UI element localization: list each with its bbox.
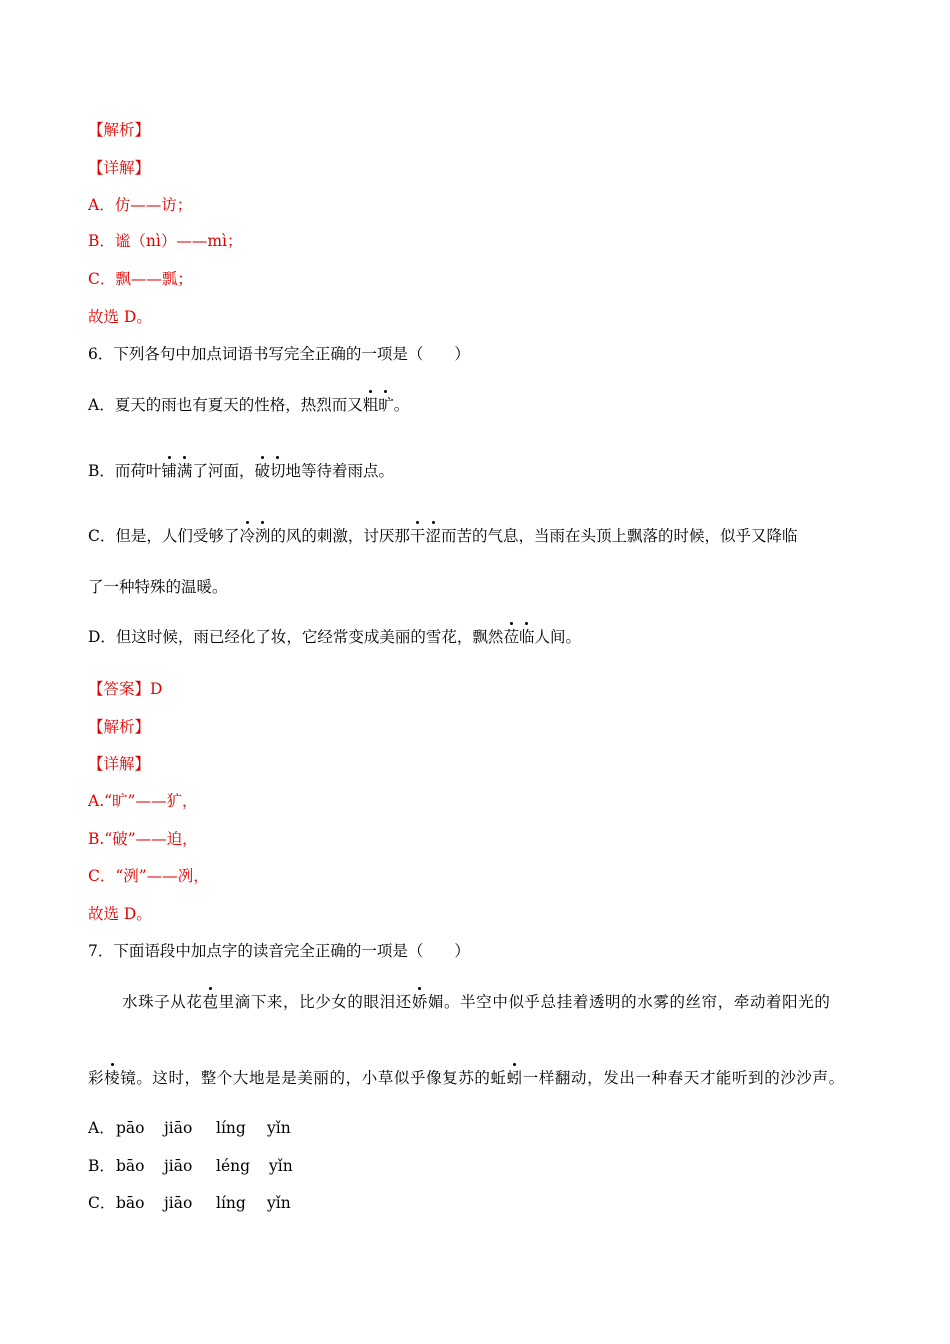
text-segment: jiāo <box>164 1157 193 1175</box>
answer-line: 【答案】D <box>88 680 163 698</box>
detail-heading: 【详解】 <box>88 755 151 773</box>
conclusion: 故选 D。 <box>88 308 152 326</box>
text-segment: líng <box>216 1194 246 1212</box>
detail-item-a: A．仿——访； <box>88 196 193 214</box>
text-segment: jiāo <box>164 1119 193 1137</box>
text-segment: C． <box>88 1194 116 1212</box>
text-segment: yǐn <box>267 1119 291 1137</box>
text-segment: yǐn <box>267 1194 291 1212</box>
question-7-option-a <box>88 1117 291 1139</box>
text-segment: A．夏天的雨也有夏天的性格，热烈而又 <box>88 396 363 414</box>
text-segment: bāo <box>116 1157 145 1175</box>
question-6-option-b <box>88 460 394 482</box>
dotted-char: 娇 <box>411 993 428 1011</box>
dotted-char: 莅 <box>503 628 519 646</box>
dotted-char: 粗 <box>362 396 379 414</box>
detail-heading: 【详解】 <box>88 159 151 177</box>
dotted-char: 破 <box>254 462 270 480</box>
dotted-char: 蚓 <box>506 1069 523 1087</box>
conclusion: 故选 D。 <box>88 905 152 923</box>
text-segment: yǐn <box>269 1157 293 1175</box>
text-segment: pāo <box>116 1119 145 1137</box>
dotted-char: 洌 <box>254 527 271 545</box>
text-segment: 了河面， <box>192 462 255 480</box>
question-6-stem: 6．下列各句中加点词语书写完全正确的一项是（ ） <box>88 345 470 363</box>
text-segment: 里滴下来，比少女的眼泪还 <box>218 993 412 1011</box>
passage-line-2 <box>88 1067 845 1089</box>
text-segment: B． <box>88 1157 115 1175</box>
text-segment: 一样翻动，发出一种春天才能听到的沙沙声。 <box>522 1069 845 1087</box>
text-segment: bāo <box>116 1194 145 1212</box>
question-6-option-c <box>88 525 797 547</box>
detail-item-b: B．谧（nì）——mì； <box>88 232 243 250</box>
dotted-char: 临 <box>518 628 535 646</box>
text-segment: A． <box>88 1119 115 1137</box>
text-segment: 彩 <box>88 1069 105 1087</box>
question-7-stem: 7．下面语段中加点字的读音完全正确的一项是（ ） <box>88 942 470 960</box>
text-segment: léng <box>216 1157 251 1175</box>
dotted-char: 铺 <box>161 462 177 480</box>
dotted-char: 切 <box>269 462 286 480</box>
text-segment: B．而荷叶 <box>88 462 162 480</box>
text-segment: 的风的刺激，讨厌那 <box>270 527 410 545</box>
text-segment: 水珠子从花 <box>122 993 203 1011</box>
dotted-char: 冷 <box>239 527 255 545</box>
detail-item-c: C．飘——瓢； <box>88 270 193 288</box>
text-segment: D．但这时候，雨已经化了妆，它经常变成美丽的雪花，飘然 <box>88 628 504 646</box>
dotted-char: 涩 <box>425 527 441 545</box>
detail-item-b: B.“破”——迫， <box>88 830 198 848</box>
detail-item-a: A.“旷”——犷， <box>88 792 198 810</box>
analysis-heading: 【解析】 <box>88 718 151 736</box>
question-7-option-b <box>88 1155 293 1177</box>
text-segment: 地等待着雨点。 <box>285 462 394 480</box>
dotted-char: 棱 <box>104 1069 121 1087</box>
question-6-option-d <box>88 626 581 648</box>
analysis-heading: 【解析】 <box>88 121 151 139</box>
text-segment: 而苦的气息，当雨在头顶上飘落的时候，似乎又降临 <box>440 527 798 545</box>
dotted-char: 干 <box>409 527 426 545</box>
text-segment: 。 <box>393 396 410 414</box>
text-segment: 媚。半空中似乎总挂着透明的水雾的丝帘，牵动着阳光的 <box>427 993 831 1011</box>
text-segment: 镜。这时，整个大地是是美丽的，小草似乎像复苏的蚯 <box>120 1069 507 1087</box>
text-segment: 人间。 <box>534 628 581 646</box>
question-6-option-a <box>88 394 409 416</box>
question-7-option-c <box>88 1192 291 1214</box>
dotted-char: 旷 <box>378 396 394 414</box>
dotted-char: 苞 <box>202 993 219 1011</box>
text-segment: C．但是，人们受够了 <box>88 527 240 545</box>
question-6-option-c-line2: 了一种特殊的温暖。 <box>88 578 228 596</box>
text-segment: jiāo <box>164 1194 193 1212</box>
passage-line-1 <box>122 991 830 1013</box>
text-segment: líng <box>216 1119 246 1137</box>
detail-item-c: C．“洌”——冽， <box>88 867 209 885</box>
dotted-char: 满 <box>176 462 193 480</box>
